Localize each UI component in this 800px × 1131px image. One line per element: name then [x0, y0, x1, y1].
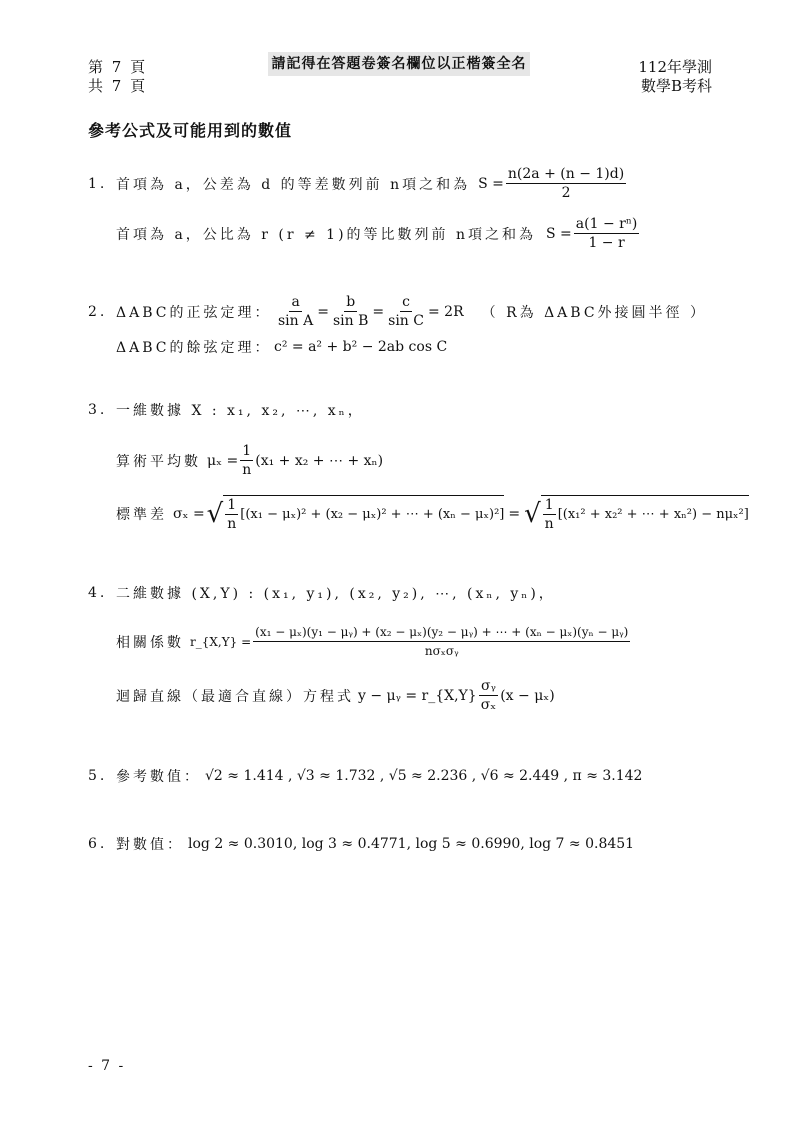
item-text: 首項為 a，公差為 d 的等差數列前 n項之和為	[116, 176, 471, 193]
regression-label: 迴歸直線（最適合直線）方程式	[116, 688, 354, 705]
page-indicator: 第 7 頁	[88, 58, 148, 76]
item-number: 4.	[88, 585, 108, 601]
log-values-label: 對數值：	[116, 837, 184, 853]
mean-rhs: (x₁ + x₂ + ⋯ + xₙ)	[255, 452, 384, 469]
formula-item-2-sine: 2. ΔABC的正弦定理： $\frac{a}{\text{sin A}}$ = $\frac{b}{\text{sin B}}$ = $\frac{c}{\text{sin C}}$ = 2R （ R為 ΔABC外接圓半徑 ）	[88, 294, 707, 329]
sd-equals: =	[508, 505, 521, 522]
exam-subject: 數學B考科	[640, 77, 712, 95]
item-number: 2.	[88, 303, 108, 320]
item-number: 3.	[88, 402, 108, 418]
sqrt-icon: √	[524, 498, 541, 529]
fraction-numerator: 1	[544, 497, 554, 513]
fraction-denominator: n	[544, 516, 554, 532]
item-text: 二維數據 (X,Y) : (x₁, y₁), (x₂, y₂), ⋯, (xₙ, yₙ)，	[116, 586, 556, 602]
correlation-label: 相關係數	[116, 634, 184, 651]
sd-radicand-2	[541, 495, 749, 532]
reference-values-label: 參考數值：	[116, 769, 201, 785]
sd-radicand-1	[223, 495, 504, 532]
fraction-numerator: a	[291, 294, 300, 310]
fraction-denominator: n	[242, 462, 252, 478]
sine-rule-tail: = 2R	[427, 303, 464, 320]
fraction-numerator: n(2a + (n − 1)d)	[507, 166, 625, 182]
fraction-denominator: 2	[561, 185, 571, 201]
formula-item-3-sd	[116, 495, 749, 532]
sine-fraction-a	[276, 294, 315, 329]
sine-fraction-c	[386, 294, 426, 329]
formula-item-3-intro	[88, 400, 365, 420]
formula-item-6	[88, 834, 634, 854]
page-footer-number: - 7 -	[88, 1058, 126, 1074]
item-number: 5.	[88, 768, 108, 784]
sd-fraction	[225, 497, 238, 532]
fraction-numerator: a(1 − rⁿ)	[575, 216, 638, 232]
fraction-denominator: nσₓσᵧ	[424, 644, 459, 658]
total-pages-indicator: 共 7 頁	[88, 77, 148, 95]
sd-body-1: [(x₁ − μₓ)² + (x₂ − μₓ)² + ⋯ + (xₙ − μₓ)²]	[240, 507, 505, 522]
fraction-numerator: c	[402, 294, 410, 310]
mean-fraction	[240, 443, 253, 478]
fraction-denominator: n	[227, 516, 237, 532]
correlation-lhs: r_{X,Y} =	[190, 634, 252, 649]
fraction-numerator: (x₁ − μₓ)(y₁ − μᵧ) + (x₂ − μₓ)(y₂ − μᵧ) + ⋯ + (xₙ − μₓ)(yₙ − μᵧ)	[253, 624, 630, 642]
geometric-sum-fraction	[574, 216, 640, 251]
formula-item-1-line2	[116, 216, 641, 251]
item-number: 1.	[88, 175, 108, 192]
formula-item-4-correlation	[116, 624, 632, 659]
regression-lhs: y − μᵧ = r_{X,Y}	[358, 687, 477, 704]
mean-label: 算術平均數	[116, 453, 201, 470]
regression-fraction	[479, 678, 499, 713]
arithmetic-sum-fraction	[506, 166, 626, 201]
fraction-denominator: 1 − r	[588, 235, 625, 251]
fraction-numerator: 1	[242, 443, 252, 459]
sine-rule-label: ΔABC的正弦定理：	[116, 304, 272, 321]
cosine-rule-label: ΔABC的餘弦定理：	[116, 340, 272, 356]
page-title: 參考公式及可能用到的數值	[88, 121, 293, 140]
formula-item-2-cosine	[116, 337, 447, 357]
reference-values: √2 ≈ 1.414 , √3 ≈ 1.732 , √5 ≈ 2.236 , √6 ≈ 2.449 , π ≈ 3.142	[205, 768, 643, 784]
formula-lhs: S =	[546, 225, 572, 242]
fraction-numerator: σᵧ	[481, 678, 496, 694]
cosine-rule-formula: c² = a² + b² − 2ab cos C	[274, 339, 448, 355]
exam-year: 112年學測	[638, 58, 712, 76]
mean-lhs: μₓ =	[207, 452, 239, 469]
formula-lhs: S =	[478, 175, 504, 192]
formula-item-4-intro	[88, 583, 556, 603]
fraction-denominator: σₓ	[480, 697, 497, 713]
fraction-denominator: sin B	[332, 313, 369, 329]
fraction-denominator: sin C	[388, 313, 424, 329]
sd-body-2: [(x₁² + x₂² + ⋯ + xₙ²) − nμₓ²]	[557, 507, 749, 522]
correlation-fraction	[253, 624, 630, 659]
item-text: 一維數據 X : x₁, x₂, ⋯, xₙ，	[116, 403, 365, 419]
signature-notice: 請記得在答題卷簽名欄位以正楷簽全名	[268, 52, 530, 76]
formula-item-4-regression	[116, 678, 555, 713]
item-text: 首項為 a，公比為 r (r ≠ 1)的等比數列前 n項之和為	[116, 226, 537, 243]
formula-item-3-mean	[116, 443, 383, 478]
fraction-numerator: b	[346, 294, 356, 310]
log-values: log 2 ≈ 0.3010, log 3 ≈ 0.4771, log 5 ≈ 0.6990, log 7 ≈ 0.8451	[188, 836, 635, 852]
fraction-numerator: 1	[227, 497, 237, 513]
formula-item-5	[88, 766, 642, 786]
formula-item-1-line1	[88, 166, 628, 201]
regression-rhs: (x − μₓ)	[500, 687, 555, 704]
sd-label: 標準差	[116, 506, 167, 523]
sine-rule-note: （ R為 ΔABC外接圓半徑 ）	[481, 304, 707, 321]
sine-fraction-b	[331, 294, 370, 329]
sd-fraction	[543, 497, 556, 532]
sd-lhs: σₓ =	[173, 505, 205, 522]
fraction-denominator: sin A	[278, 313, 314, 329]
item-number: 6.	[88, 836, 108, 852]
sqrt-icon: √	[206, 498, 224, 529]
